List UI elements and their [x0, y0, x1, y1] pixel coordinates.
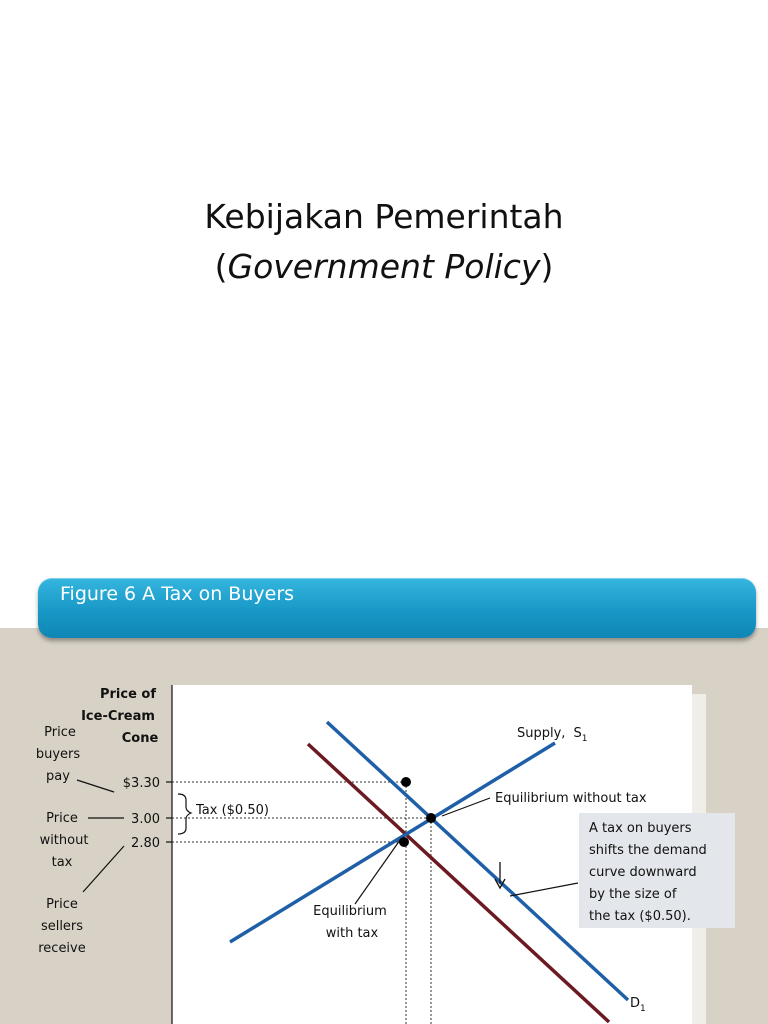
tick-2-80: 2.80 [131, 836, 160, 851]
buyers-pay-line-3: pay [46, 769, 70, 784]
buyers-pay-line-2: buyers [35, 747, 81, 762]
tick-3-00: 3.00 [131, 812, 160, 827]
shift-note-line-2: shifts the demand [589, 843, 707, 858]
without-tax-line-1: Price [46, 811, 78, 826]
price-labels [36, 725, 124, 956]
ylabel-line-2: Ice-Cream [81, 709, 155, 724]
tick-3-30: $3.30 [122, 776, 160, 791]
ylabel-line-3: Cone [121, 731, 159, 746]
sellers-receive-line-1: Price [46, 897, 78, 912]
tick-labels [123, 776, 160, 851]
buyers-pay-leader [77, 780, 114, 792]
shift-note-line-4: by the size of [589, 887, 677, 902]
demand-label-sub: 1 [640, 1004, 646, 1014]
paren-close: ) [540, 247, 554, 286]
tax-label: Tax ($0.50) [196, 803, 269, 818]
paren-open: ( [214, 247, 228, 286]
eq-with-tax-line-2: with tax [325, 926, 379, 941]
sellers-receive-line-3: receive [38, 941, 86, 956]
shift-note-line-3: curve downward [589, 865, 697, 880]
ylabel-line-1: Price of [99, 687, 157, 702]
buyers-pay-line-1: Price [44, 725, 76, 740]
point-equilibrium-without-tax [426, 813, 436, 823]
supply-label-sub: 1 [581, 734, 588, 744]
demand-label-sym: D [630, 996, 641, 1011]
eq-without-tax-label: Equilibrium without tax [495, 791, 647, 806]
point-buyers-price [401, 777, 411, 787]
supply-label-sym: S [573, 726, 582, 741]
slide-title-line1: Kebijakan Pemerintah [204, 197, 564, 236]
shift-note-line-1: A tax on buyers [589, 821, 692, 836]
figure-banner-title: Figure 6 A Tax on Buyers [60, 583, 295, 605]
shift-note-line-5: the tax ($0.50). [589, 909, 691, 924]
y-axis-title [81, 687, 158, 746]
without-tax-line-3: tax [51, 855, 73, 870]
supply-label-main: Supply, [517, 726, 566, 741]
sellers-receive-leader [83, 846, 124, 892]
sellers-receive-line-2: sellers [40, 919, 84, 934]
without-tax-line-2: without [39, 833, 89, 848]
slide-title-italic: Government Policy [227, 247, 541, 286]
eq-with-tax-line-1: Equilibrium [313, 904, 387, 919]
point-equilibrium-with-tax [399, 837, 409, 847]
